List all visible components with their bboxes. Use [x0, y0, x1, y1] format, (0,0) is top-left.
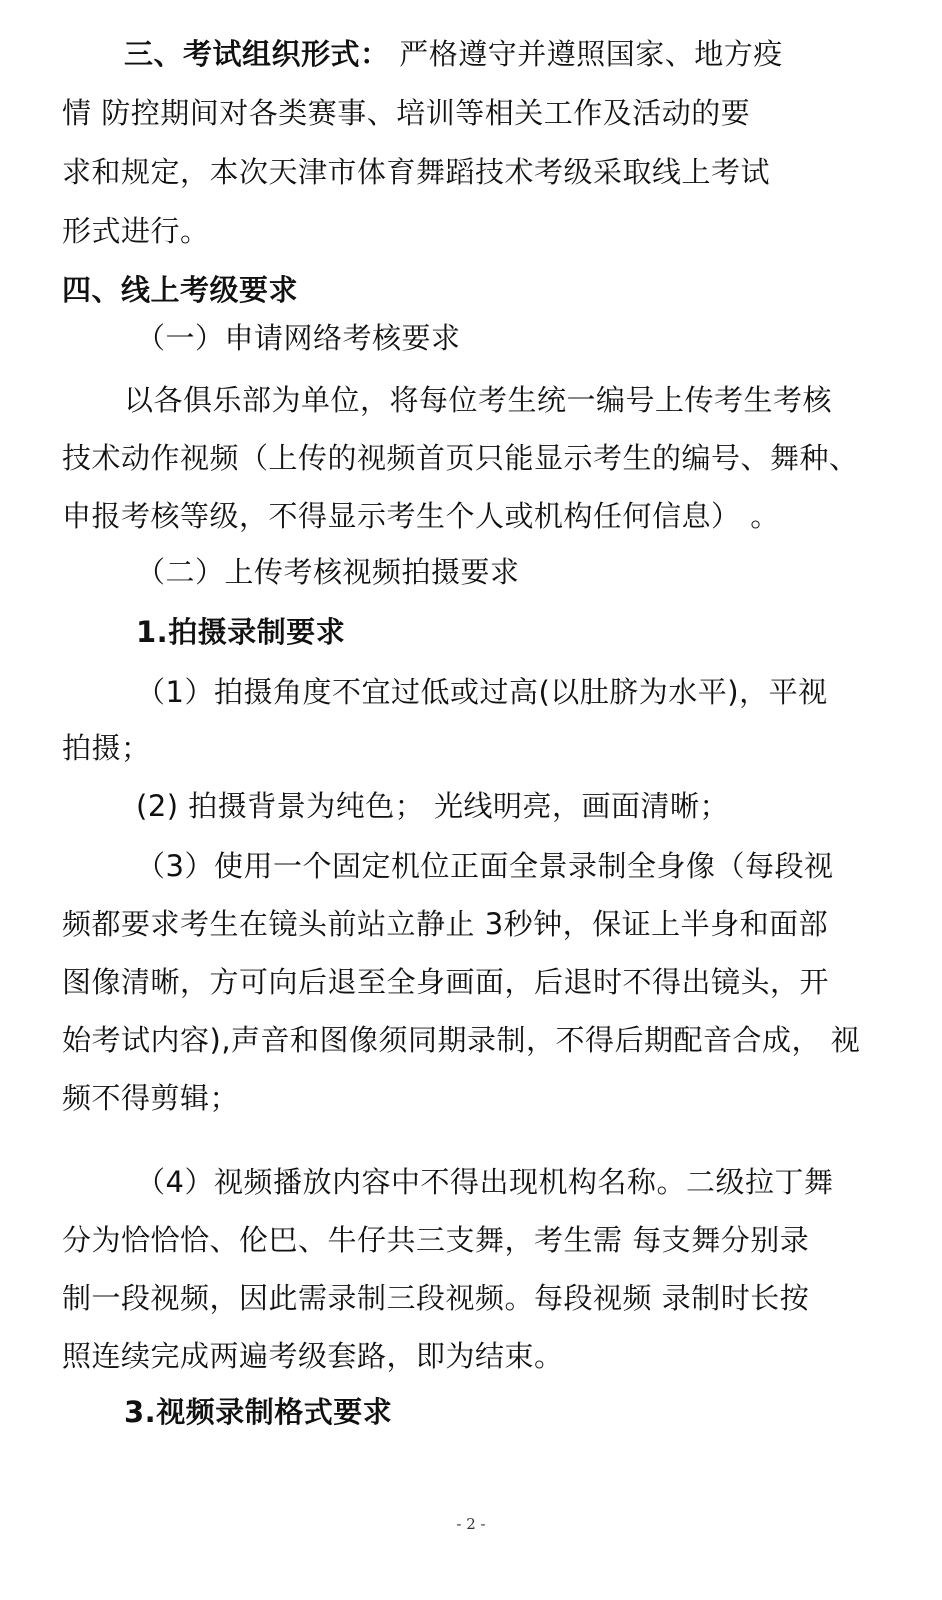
item-heading-1: 1.拍摄录制要求 [136, 615, 346, 649]
item-heading-3: 3.视频录制格式要求 [124, 1395, 393, 1429]
section-three-text: 严格遵守并遵照国家、地方疫 [389, 37, 783, 71]
paragraph-line: 情 防控期间对各类赛事、培训等相关工作及活动的要 [62, 96, 751, 130]
paragraph-line: （4）视频播放内容中不得出现机构名称。二级拉丁舞 [136, 1165, 834, 1199]
paragraph-line: 申报考核等级，不得显示考生个人或机构任何信息） 。 [62, 499, 780, 533]
paragraph-line: (2) 拍摄背景为纯色； 光线明亮，画面清晰； [136, 789, 730, 823]
paragraph-line: 制一段视频，因此需录制三段视频。每段视频 录制时长按 [62, 1281, 810, 1315]
paragraph-line: 始考试内容),声音和图像须同期录制，不得后期配音合成， 视 [62, 1023, 861, 1057]
section-three-heading: 三、考试组织形式： [124, 37, 390, 71]
paragraph-line: 以各俱乐部为单位，将每位考生统一编号上传考生考核 [124, 383, 833, 417]
paragraph-line: 照连续完成两遍考级套路，即为结束。 [62, 1339, 564, 1373]
paragraph-line: 分为恰恰恰、伦巴、牛仔共三支舞，考生需 每支舞分别录 [62, 1223, 810, 1257]
section-three-line-1 [124, 34, 884, 74]
subsection-heading-1: （一）申请网络考核要求 [136, 321, 461, 355]
subsection-heading-2: （二）上传考核视频拍摄要求 [136, 555, 520, 589]
paragraph-line: 技术动作视频（上传的视频首页只能显示考生的编号、舞种、 [62, 441, 859, 475]
paragraph-line: 图像清晰，方可向后退至全身画面，后退时不得出镜头，开 [62, 965, 830, 999]
paragraph-line: 形式进行。 [62, 214, 210, 248]
paragraph-line: 频都要求考生在镜头前站立静止 3秒钟，保证上半身和面部 [62, 907, 829, 941]
page-number: - 2 - [456, 1515, 486, 1533]
paragraph-line: （3）使用一个固定机位正面全景录制全身像（每段视 [136, 849, 834, 883]
section-four-heading: 四、线上考级要求 [62, 273, 299, 307]
paragraph-line: 求和规定，本次天津市体育舞蹈技术考级采取线上考试 [62, 155, 771, 189]
paragraph-line: （1）拍摄角度不宜过低或过高(以肚脐为水平)，平视 [136, 675, 828, 709]
paragraph-line: 拍摄； [62, 731, 151, 765]
paragraph-line: 频不得剪辑； [62, 1081, 240, 1115]
